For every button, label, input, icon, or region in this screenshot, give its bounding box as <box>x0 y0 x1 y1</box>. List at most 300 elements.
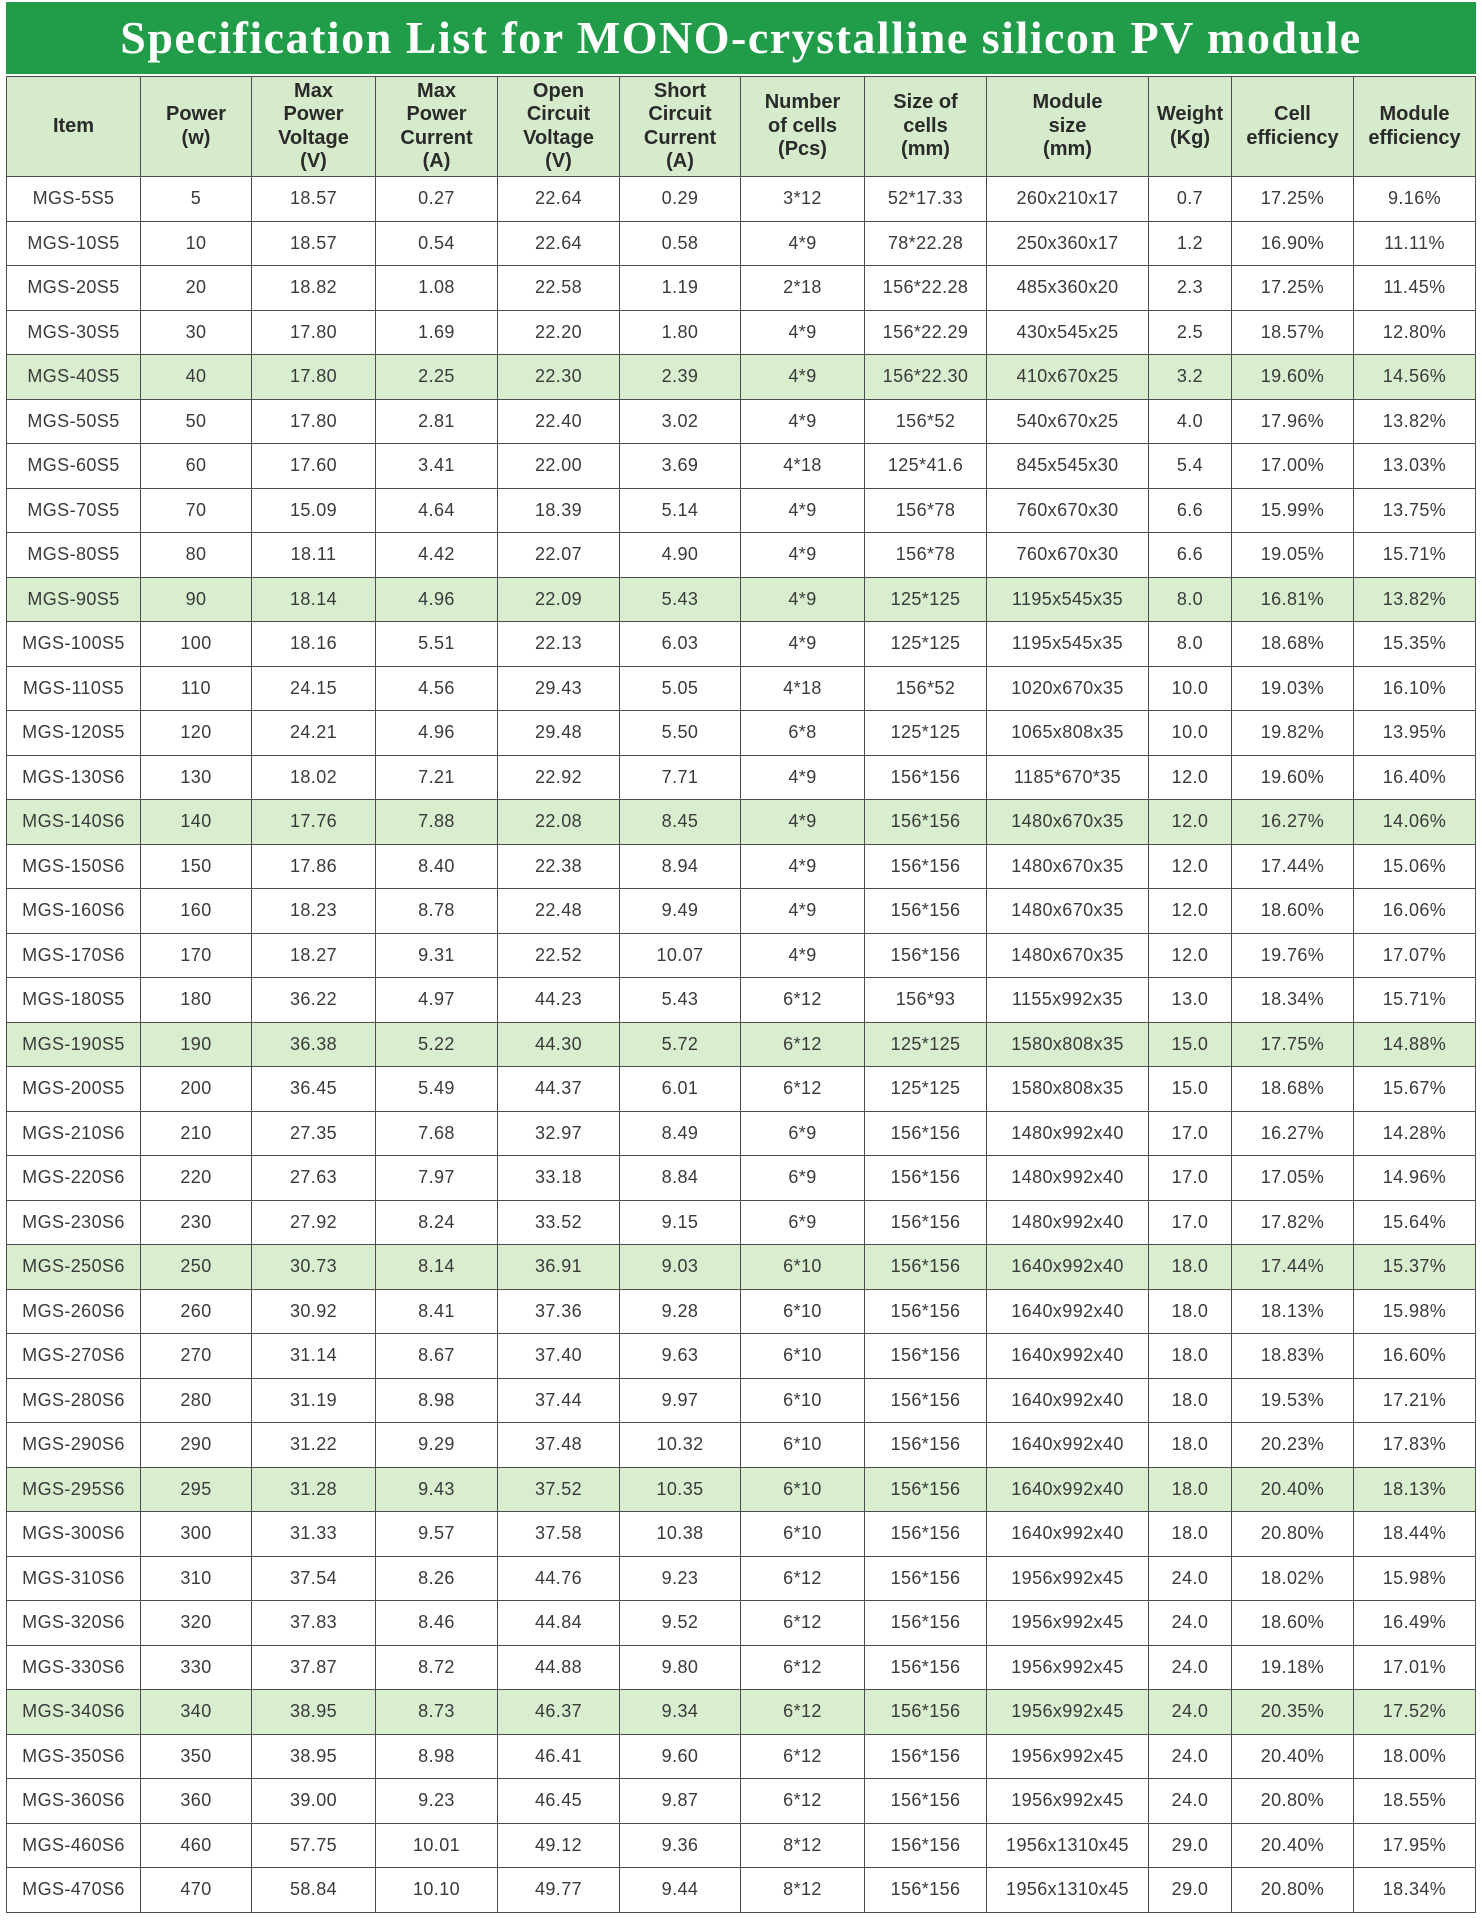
cell-module-efficiency: 15.98% <box>1354 1557 1476 1602</box>
cell-open-circuit-voltage: 44.30 <box>498 1023 620 1068</box>
cell-short-circuit-current: 9.15 <box>620 1201 741 1246</box>
cell-cell-efficiency: 19.76% <box>1232 934 1354 979</box>
cell-size-of-cells: 156*156 <box>865 1690 987 1735</box>
cell-module-size: 1480x992x40 <box>987 1201 1149 1246</box>
cell-power: 180 <box>141 978 252 1023</box>
cell-size-of-cells: 156*156 <box>865 845 987 890</box>
cell-power: 110 <box>141 667 252 712</box>
table-row <box>7 355 1476 400</box>
cell-number-of-cells: 4*9 <box>741 489 865 534</box>
cell-open-circuit-voltage: 33.18 <box>498 1156 620 1201</box>
cell-short-circuit-current: 9.44 <box>620 1868 741 1913</box>
cell-size-of-cells: 156*22.28 <box>865 266 987 311</box>
cell-cell-efficiency: 18.83% <box>1232 1334 1354 1379</box>
header-label: Item <box>52 114 95 137</box>
cell-number-of-cells: 6*12 <box>741 1601 865 1646</box>
cell-max-power-current: 9.43 <box>376 1468 498 1513</box>
cell-open-circuit-voltage: 36.91 <box>498 1245 620 1290</box>
cell-module-size: 1640x992x40 <box>987 1290 1149 1335</box>
header-number-of-cells <box>741 77 865 177</box>
cell-module-size: 1956x992x45 <box>987 1601 1149 1646</box>
cell-max-power-voltage: 31.28 <box>252 1468 376 1513</box>
cell-module-size: 1480x670x35 <box>987 845 1149 890</box>
header-module-size <box>987 77 1149 177</box>
cell-open-circuit-voltage: 22.38 <box>498 845 620 890</box>
cell-open-circuit-voltage: 22.52 <box>498 934 620 979</box>
cell-number-of-cells: 8*12 <box>741 1824 865 1869</box>
cell-weight: 15.0 <box>1149 1023 1232 1068</box>
cell-module-efficiency: 11.11% <box>1354 222 1476 267</box>
cell-module-efficiency: 13.75% <box>1354 489 1476 534</box>
cell-short-circuit-current: 4.90 <box>620 533 741 578</box>
cell-short-circuit-current: 5.05 <box>620 667 741 712</box>
cell-cell-efficiency: 20.80% <box>1232 1868 1354 1913</box>
table-row <box>7 177 1476 222</box>
cell-size-of-cells: 156*156 <box>865 1201 987 1246</box>
cell-size-of-cells: 156*156 <box>865 1735 987 1780</box>
cell-open-circuit-voltage: 29.48 <box>498 711 620 756</box>
cell-max-power-current: 8.98 <box>376 1735 498 1780</box>
cell-open-circuit-voltage: 46.37 <box>498 1690 620 1735</box>
cell-cell-efficiency: 17.44% <box>1232 845 1354 890</box>
cell-open-circuit-voltage: 29.43 <box>498 667 620 712</box>
cell-module-size: 1020x670x35 <box>987 667 1149 712</box>
cell-size-of-cells: 156*52 <box>865 400 987 445</box>
cell-number-of-cells: 4*9 <box>741 934 865 979</box>
cell-number-of-cells: 4*9 <box>741 845 865 890</box>
cell-max-power-current: 1.69 <box>376 311 498 356</box>
cell-max-power-voltage: 58.84 <box>252 1868 376 1913</box>
cell-module-efficiency: 13.03% <box>1354 444 1476 489</box>
cell-module-efficiency: 14.06% <box>1354 800 1476 845</box>
cell-module-size: 1480x992x40 <box>987 1112 1149 1157</box>
spec-table <box>6 76 1476 1913</box>
cell-weight: 24.0 <box>1149 1779 1232 1824</box>
cell-module-efficiency: 15.37% <box>1354 1245 1476 1290</box>
cell-number-of-cells: 4*9 <box>741 756 865 801</box>
cell-size-of-cells: 156*93 <box>865 978 987 1023</box>
cell-short-circuit-current: 10.38 <box>620 1512 741 1557</box>
cell-power: 40 <box>141 355 252 400</box>
cell-max-power-voltage: 31.14 <box>252 1334 376 1379</box>
cell-item: MGS-150S6 <box>7 845 141 890</box>
cell-number-of-cells: 4*18 <box>741 667 865 712</box>
cell-short-circuit-current: 9.34 <box>620 1690 741 1735</box>
table-row <box>7 1557 1476 1602</box>
table-row <box>7 1245 1476 1290</box>
cell-max-power-current: 8.67 <box>376 1334 498 1379</box>
cell-module-efficiency: 13.82% <box>1354 400 1476 445</box>
cell-module-efficiency: 15.71% <box>1354 978 1476 1023</box>
cell-short-circuit-current: 9.03 <box>620 1245 741 1290</box>
header-max-power-voltage <box>252 77 376 177</box>
cell-item: MGS-220S6 <box>7 1156 141 1201</box>
cell-power: 90 <box>141 578 252 623</box>
header-label: Open Circuit Voltage (V) <box>523 79 594 172</box>
cell-power: 200 <box>141 1067 252 1112</box>
cell-size-of-cells: 156*156 <box>865 1512 987 1557</box>
cell-cell-efficiency: 16.81% <box>1232 578 1354 623</box>
cell-max-power-voltage: 39.00 <box>252 1779 376 1824</box>
cell-number-of-cells: 4*9 <box>741 355 865 400</box>
cell-power: 20 <box>141 266 252 311</box>
cell-power: 10 <box>141 222 252 267</box>
table-row <box>7 889 1476 934</box>
cell-max-power-voltage: 18.57 <box>252 177 376 222</box>
header-cell-efficiency <box>1232 77 1354 177</box>
cell-module-efficiency: 13.95% <box>1354 711 1476 756</box>
cell-short-circuit-current: 8.45 <box>620 800 741 845</box>
cell-power: 190 <box>141 1023 252 1068</box>
cell-number-of-cells: 6*10 <box>741 1334 865 1379</box>
cell-cell-efficiency: 17.96% <box>1232 400 1354 445</box>
cell-short-circuit-current: 9.28 <box>620 1290 741 1335</box>
cell-module-efficiency: 12.80% <box>1354 311 1476 356</box>
cell-module-size: 760x670x30 <box>987 489 1149 534</box>
cell-weight: 6.6 <box>1149 489 1232 534</box>
cell-item: MGS-140S6 <box>7 800 141 845</box>
table-row <box>7 1423 1476 1468</box>
table-row <box>7 934 1476 979</box>
cell-size-of-cells: 78*22.28 <box>865 222 987 267</box>
cell-weight: 29.0 <box>1149 1824 1232 1869</box>
table-row <box>7 444 1476 489</box>
cell-item: MGS-350S6 <box>7 1735 141 1780</box>
cell-max-power-voltage: 18.14 <box>252 578 376 623</box>
cell-cell-efficiency: 18.68% <box>1232 1067 1354 1112</box>
cell-max-power-voltage: 17.80 <box>252 355 376 400</box>
cell-short-circuit-current: 2.39 <box>620 355 741 400</box>
cell-short-circuit-current: 3.02 <box>620 400 741 445</box>
cell-number-of-cells: 6*10 <box>741 1245 865 1290</box>
table-row <box>7 266 1476 311</box>
cell-size-of-cells: 156*156 <box>865 800 987 845</box>
header-label: Module size (mm) <box>1032 91 1103 161</box>
cell-module-size: 1956x992x45 <box>987 1646 1149 1691</box>
header-max-power-current <box>376 77 498 177</box>
cell-module-size: 1956x1310x45 <box>987 1824 1149 1869</box>
header-row <box>7 77 1476 177</box>
cell-open-circuit-voltage: 44.37 <box>498 1067 620 1112</box>
cell-item: MGS-110S5 <box>7 667 141 712</box>
cell-item: MGS-270S6 <box>7 1334 141 1379</box>
cell-max-power-voltage: 36.45 <box>252 1067 376 1112</box>
cell-cell-efficiency: 17.05% <box>1232 1156 1354 1201</box>
cell-power: 100 <box>141 622 252 667</box>
cell-module-efficiency: 16.06% <box>1354 889 1476 934</box>
cell-max-power-voltage: 31.22 <box>252 1423 376 1468</box>
cell-weight: 12.0 <box>1149 800 1232 845</box>
cell-item: MGS-200S5 <box>7 1067 141 1112</box>
cell-item: MGS-230S6 <box>7 1201 141 1246</box>
cell-cell-efficiency: 17.82% <box>1232 1201 1354 1246</box>
table-row <box>7 667 1476 712</box>
cell-max-power-voltage: 30.92 <box>252 1290 376 1335</box>
cell-power: 120 <box>141 711 252 756</box>
table-row <box>7 1334 1476 1379</box>
cell-cell-efficiency: 18.68% <box>1232 622 1354 667</box>
cell-weight: 10.0 <box>1149 667 1232 712</box>
cell-weight: 24.0 <box>1149 1735 1232 1780</box>
cell-item: MGS-30S5 <box>7 311 141 356</box>
cell-max-power-voltage: 27.92 <box>252 1201 376 1246</box>
cell-module-efficiency: 15.35% <box>1354 622 1476 667</box>
cell-item: MGS-130S6 <box>7 756 141 801</box>
cell-module-efficiency: 18.00% <box>1354 1735 1476 1780</box>
cell-number-of-cells: 6*12 <box>741 1779 865 1824</box>
cell-max-power-current: 3.41 <box>376 444 498 489</box>
cell-power: 250 <box>141 1245 252 1290</box>
cell-module-size: 760x670x30 <box>987 533 1149 578</box>
cell-cell-efficiency: 18.34% <box>1232 978 1354 1023</box>
cell-item: MGS-310S6 <box>7 1557 141 1602</box>
cell-cell-efficiency: 19.05% <box>1232 533 1354 578</box>
cell-number-of-cells: 6*8 <box>741 711 865 756</box>
cell-item: MGS-90S5 <box>7 578 141 623</box>
cell-size-of-cells: 156*22.29 <box>865 311 987 356</box>
cell-max-power-current: 5.51 <box>376 622 498 667</box>
cell-number-of-cells: 6*12 <box>741 1735 865 1780</box>
table-row <box>7 1156 1476 1201</box>
cell-max-power-current: 9.29 <box>376 1423 498 1468</box>
header-open-circuit-voltage <box>498 77 620 177</box>
header-weight <box>1149 77 1232 177</box>
cell-module-efficiency: 15.71% <box>1354 533 1476 578</box>
cell-size-of-cells: 52*17.33 <box>865 177 987 222</box>
cell-weight: 8.0 <box>1149 578 1232 623</box>
cell-number-of-cells: 6*12 <box>741 1690 865 1735</box>
cell-max-power-current: 7.88 <box>376 800 498 845</box>
cell-size-of-cells: 156*156 <box>865 1156 987 1201</box>
cell-open-circuit-voltage: 22.09 <box>498 578 620 623</box>
cell-item: MGS-320S6 <box>7 1601 141 1646</box>
cell-module-size: 1480x670x35 <box>987 934 1149 979</box>
header-label: Max Power Current (A) <box>400 79 473 172</box>
table-row <box>7 1379 1476 1424</box>
cell-number-of-cells: 4*9 <box>741 400 865 445</box>
cell-max-power-voltage: 15.09 <box>252 489 376 534</box>
cell-number-of-cells: 6*10 <box>741 1423 865 1468</box>
cell-cell-efficiency: 19.18% <box>1232 1646 1354 1691</box>
cell-open-circuit-voltage: 37.58 <box>498 1512 620 1557</box>
cell-weight: 29.0 <box>1149 1868 1232 1913</box>
header-label: Short Circuit Current (A) <box>643 79 717 172</box>
cell-number-of-cells: 6*10 <box>741 1290 865 1335</box>
cell-short-circuit-current: 9.60 <box>620 1735 741 1780</box>
cell-open-circuit-voltage: 44.23 <box>498 978 620 1023</box>
cell-power: 270 <box>141 1334 252 1379</box>
cell-item: MGS-100S5 <box>7 622 141 667</box>
table-row <box>7 489 1476 534</box>
cell-cell-efficiency: 19.82% <box>1232 711 1354 756</box>
cell-short-circuit-current: 9.63 <box>620 1334 741 1379</box>
cell-max-power-current: 8.78 <box>376 889 498 934</box>
cell-module-size: 1580x808x35 <box>987 1067 1149 1112</box>
cell-item: MGS-170S6 <box>7 934 141 979</box>
cell-cell-efficiency: 18.02% <box>1232 1557 1354 1602</box>
cell-item: MGS-260S6 <box>7 1290 141 1335</box>
cell-module-size: 1956x992x45 <box>987 1735 1149 1780</box>
cell-size-of-cells: 156*156 <box>865 1468 987 1513</box>
page-title: Specification List for MONO-crystalline silicon PV module <box>120 12 1362 63</box>
cell-weight: 24.0 <box>1149 1646 1232 1691</box>
cell-max-power-voltage: 37.83 <box>252 1601 376 1646</box>
cell-max-power-voltage: 37.54 <box>252 1557 376 1602</box>
cell-max-power-current: 9.57 <box>376 1512 498 1557</box>
cell-item: MGS-180S5 <box>7 978 141 1023</box>
cell-open-circuit-voltage: 22.07 <box>498 533 620 578</box>
cell-open-circuit-voltage: 32.97 <box>498 1112 620 1157</box>
table-row <box>7 1646 1476 1691</box>
cell-short-circuit-current: 5.14 <box>620 489 741 534</box>
cell-short-circuit-current: 8.49 <box>620 1112 741 1157</box>
table-row <box>7 400 1476 445</box>
cell-cell-efficiency: 18.60% <box>1232 1601 1354 1646</box>
cell-size-of-cells: 156*156 <box>865 1557 987 1602</box>
cell-weight: 12.0 <box>1149 845 1232 890</box>
cell-max-power-current: 10.10 <box>376 1868 498 1913</box>
cell-max-power-current: 0.27 <box>376 177 498 222</box>
cell-weight: 12.0 <box>1149 934 1232 979</box>
cell-power: 470 <box>141 1868 252 1913</box>
cell-short-circuit-current: 5.43 <box>620 578 741 623</box>
cell-module-size: 1640x992x40 <box>987 1379 1149 1424</box>
header-label: Size of cells (mm) <box>893 91 958 161</box>
cell-module-size: 1480x992x40 <box>987 1156 1149 1201</box>
cell-short-circuit-current: 9.36 <box>620 1824 741 1869</box>
table-row <box>7 1601 1476 1646</box>
title-bar <box>6 2 1476 74</box>
cell-size-of-cells: 156*156 <box>865 1334 987 1379</box>
cell-open-circuit-voltage: 22.20 <box>498 311 620 356</box>
cell-size-of-cells: 156*156 <box>865 889 987 934</box>
cell-number-of-cells: 6*12 <box>741 1646 865 1691</box>
cell-max-power-current: 4.64 <box>376 489 498 534</box>
table-row <box>7 311 1476 356</box>
cell-item: MGS-5S5 <box>7 177 141 222</box>
cell-cell-efficiency: 20.80% <box>1232 1512 1354 1557</box>
cell-power: 280 <box>141 1379 252 1424</box>
cell-weight: 8.0 <box>1149 622 1232 667</box>
cell-cell-efficiency: 20.40% <box>1232 1468 1354 1513</box>
cell-max-power-voltage: 18.23 <box>252 889 376 934</box>
cell-open-circuit-voltage: 18.39 <box>498 489 620 534</box>
header-power <box>141 77 252 177</box>
cell-number-of-cells: 4*9 <box>741 800 865 845</box>
cell-size-of-cells: 156*156 <box>865 1423 987 1468</box>
cell-number-of-cells: 4*9 <box>741 578 865 623</box>
cell-module-size: 260x210x17 <box>987 177 1149 222</box>
cell-number-of-cells: 4*9 <box>741 889 865 934</box>
cell-cell-efficiency: 19.53% <box>1232 1379 1354 1424</box>
cell-module-efficiency: 13.82% <box>1354 578 1476 623</box>
cell-weight: 17.0 <box>1149 1156 1232 1201</box>
cell-max-power-voltage: 17.86 <box>252 845 376 890</box>
cell-weight: 5.4 <box>1149 444 1232 489</box>
cell-module-size: 1155x992x35 <box>987 978 1149 1023</box>
table-row <box>7 1690 1476 1735</box>
cell-max-power-current: 8.26 <box>376 1557 498 1602</box>
table-row <box>7 978 1476 1023</box>
cell-module-efficiency: 11.45% <box>1354 266 1476 311</box>
cell-max-power-current: 2.81 <box>376 400 498 445</box>
cell-module-size: 540x670x25 <box>987 400 1149 445</box>
cell-weight: 0.7 <box>1149 177 1232 222</box>
cell-module-efficiency: 9.16% <box>1354 177 1476 222</box>
cell-module-efficiency: 17.01% <box>1354 1646 1476 1691</box>
cell-cell-efficiency: 16.90% <box>1232 222 1354 267</box>
cell-weight: 3.2 <box>1149 355 1232 400</box>
cell-max-power-voltage: 27.63 <box>252 1156 376 1201</box>
cell-power: 140 <box>141 800 252 845</box>
cell-max-power-voltage: 30.73 <box>252 1245 376 1290</box>
cell-power: 70 <box>141 489 252 534</box>
cell-cell-efficiency: 17.75% <box>1232 1023 1354 1068</box>
table-row <box>7 578 1476 623</box>
cell-open-circuit-voltage: 33.52 <box>498 1201 620 1246</box>
cell-number-of-cells: 6*9 <box>741 1201 865 1246</box>
cell-max-power-current: 8.46 <box>376 1601 498 1646</box>
cell-size-of-cells: 125*125 <box>865 711 987 756</box>
cell-weight: 24.0 <box>1149 1557 1232 1602</box>
cell-item: MGS-330S6 <box>7 1646 141 1691</box>
table-row <box>7 756 1476 801</box>
cell-number-of-cells: 6*12 <box>741 1067 865 1112</box>
cell-module-efficiency: 15.06% <box>1354 845 1476 890</box>
cell-module-efficiency: 18.13% <box>1354 1468 1476 1513</box>
table-row <box>7 845 1476 890</box>
cell-max-power-current: 8.14 <box>376 1245 498 1290</box>
header-label: Power (w) <box>165 103 227 149</box>
cell-max-power-voltage: 24.21 <box>252 711 376 756</box>
cell-short-circuit-current: 9.87 <box>620 1779 741 1824</box>
cell-weight: 15.0 <box>1149 1067 1232 1112</box>
cell-weight: 6.6 <box>1149 533 1232 578</box>
cell-power: 295 <box>141 1468 252 1513</box>
cell-item: MGS-70S5 <box>7 489 141 534</box>
cell-max-power-current: 4.42 <box>376 533 498 578</box>
cell-open-circuit-voltage: 46.45 <box>498 1779 620 1824</box>
cell-cell-efficiency: 18.57% <box>1232 311 1354 356</box>
cell-power: 170 <box>141 934 252 979</box>
cell-short-circuit-current: 10.07 <box>620 934 741 979</box>
cell-number-of-cells: 2*18 <box>741 266 865 311</box>
cell-max-power-current: 8.72 <box>376 1646 498 1691</box>
cell-item: MGS-40S5 <box>7 355 141 400</box>
cell-module-size: 1956x992x45 <box>987 1557 1149 1602</box>
cell-module-size: 1065x808x35 <box>987 711 1149 756</box>
cell-short-circuit-current: 9.52 <box>620 1601 741 1646</box>
cell-max-power-current: 8.41 <box>376 1290 498 1335</box>
cell-module-size: 1640x992x40 <box>987 1334 1149 1379</box>
cell-short-circuit-current: 5.50 <box>620 711 741 756</box>
cell-open-circuit-voltage: 22.30 <box>498 355 620 400</box>
table-row <box>7 533 1476 578</box>
cell-module-efficiency: 17.83% <box>1354 1423 1476 1468</box>
cell-max-power-voltage: 27.35 <box>252 1112 376 1157</box>
cell-open-circuit-voltage: 44.88 <box>498 1646 620 1691</box>
cell-module-efficiency: 18.34% <box>1354 1868 1476 1913</box>
cell-item: MGS-360S6 <box>7 1779 141 1824</box>
cell-cell-efficiency: 20.40% <box>1232 1735 1354 1780</box>
cell-max-power-voltage: 18.11 <box>252 533 376 578</box>
table-row <box>7 1779 1476 1824</box>
cell-module-size: 1195x545x35 <box>987 622 1149 667</box>
cell-open-circuit-voltage: 49.12 <box>498 1824 620 1869</box>
cell-weight: 18.0 <box>1149 1334 1232 1379</box>
cell-power: 30 <box>141 311 252 356</box>
cell-open-circuit-voltage: 22.64 <box>498 222 620 267</box>
